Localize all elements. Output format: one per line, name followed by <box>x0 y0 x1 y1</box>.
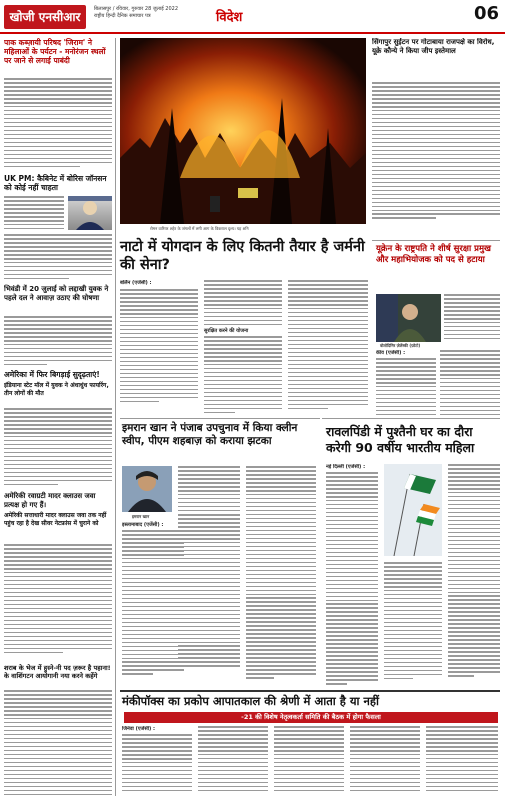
story-headline: पाक कब्ज़ायी परिषद 'जिराम' ने महिलाओं के पर्यटन - मनोरंजन स्थलों पर जाने से लगाई पाबंदी <box>4 38 106 65</box>
photo-caption: रोमन वारियर शहेर के जंगलों में लगी आग के विकराल दृश्य। यह शनि <box>150 226 249 231</box>
photo-caption: वोलोदिमिर ज़ेलेंस्की (फ़ोटो) <box>380 343 421 348</box>
story-headline: UK PM: कैबिनेट में बोरिस जॉनसन को कोई नहीं चाहता <box>4 174 107 192</box>
wildfire-photo <box>120 38 366 224</box>
story-headline: अमेरिका में फिर बिगड़ाई सुदृढ़ताएं! <box>4 370 100 379</box>
section-title: विदेश <box>216 10 243 25</box>
subheading: सुरक्षित करने की योजना <box>204 328 249 334</box>
ukraine-story <box>376 350 500 418</box>
imran-headline: इमरान खान ने पंजाब उपचुनाव में किया क्लीन स्वीप, पीएम शहबाज़ को कराया झटका <box>122 422 298 447</box>
story-headline: सिंगापुर सुईटन पर गोटाबाया राजपक्षे का विरोध, यूक्रे कौन्ये ने किया जीप इस्तेमाल <box>372 38 495 55</box>
nato-headline: नाटो में योगदान के लिए कितनी तैयार है जर्मनी की सेना? <box>120 239 365 273</box>
issue-date: बिलासपुर / रविवार, गुरुवार 28 जुलाई 2022 <box>94 6 179 12</box>
top-right-story <box>372 38 500 238</box>
newspaper-logo: खोजी एनसीआर <box>4 5 86 29</box>
monkeypox-headline: मंकीपॉक्स का प्रकोप आपातकाल की श्रेणी में आता है या नहीं <box>122 694 379 708</box>
rawalpindi-headline: रावलपिंडी में पुश्तैनी घर का दौरा करेगी 90 वर्षीय भारतीय महिला <box>326 424 475 455</box>
byline: नई दिल्ली (एजेंसी) : <box>326 464 366 470</box>
photo-caption: इमरान खान <box>132 514 150 519</box>
monkeypox-banner: -21 की विशेष नेतृत्वकर्ता समिति की बैठक में होगा फैसला <box>124 712 498 723</box>
nato-story <box>120 280 370 415</box>
masthead <box>0 0 505 34</box>
byline: कीव (एजेंसी) : <box>376 350 406 356</box>
monkeypox-story <box>122 726 500 796</box>
page-number: 06 <box>473 3 499 24</box>
story-headline: शराब के भेज में हुस्ने-नी पद ज़रूर है पहाना! के वाशिंगटन आयोगानी नया करने कहेंगे <box>4 664 111 680</box>
byline: इस्लामाबाद (एजेंसी) : <box>122 522 164 528</box>
left-column <box>4 38 112 796</box>
politician-photo <box>68 196 112 230</box>
story-headline: अमेरिकी रवाग्रटी मादर क्लाउस जवा प्रत्यक्ष हो गए हैं। <box>4 492 96 509</box>
story-subheadline: अमेरिकी सत्ताधारी मादर क्लाउस जवा तक नहीं पहुंच रहा है देख सीवर नेटफ्रांस में चुराने को <box>4 512 107 527</box>
story-headline: भिवंडी में 20 जुलाई को लद्दाखी युवक ने पहले दल ने आवाज़ उठाए की घोषणा <box>4 285 109 302</box>
byline: बर्लिन (एजेंसी) : <box>120 280 152 286</box>
zelensky-photo <box>376 294 441 342</box>
ukraine-headline: यूक्रेन के राष्ट्रपति ने शीर्ष सुरक्षा प्रमुख और महाभियोजक को पद से हटाया <box>376 244 491 265</box>
paper-tagline: राष्ट्रीय हिन्दी दैनिक समाचार पत्र <box>94 13 151 19</box>
flags-photo <box>384 464 442 556</box>
rawalpindi-story <box>326 464 500 688</box>
imran-story <box>122 466 318 688</box>
byline: जिनेवा (एजेंसी) : <box>122 726 156 732</box>
story-subheadline: इंडियाना स्टेट मॉल में युवक ने अंधाधुंध फायरिंग, तीन लोगों की मौत <box>4 382 109 397</box>
